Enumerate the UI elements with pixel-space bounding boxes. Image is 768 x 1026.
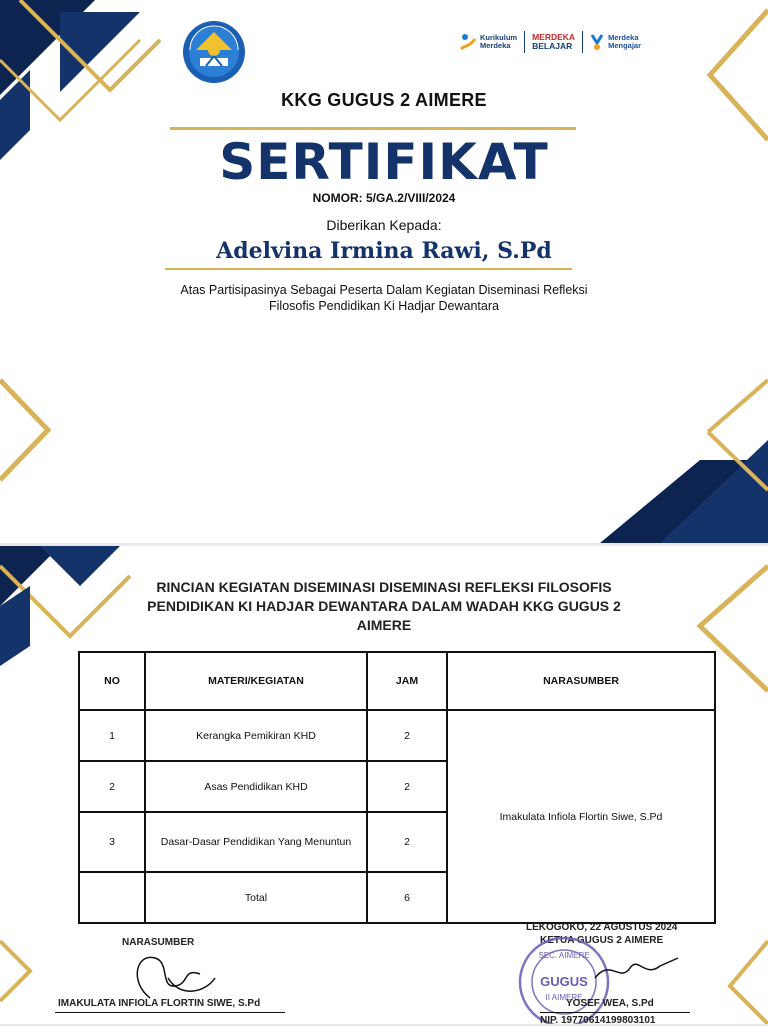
details-title-line: AIMERE	[356, 617, 412, 633]
right-signature	[590, 948, 680, 988]
recipient-divider	[165, 268, 572, 270]
total-no	[79, 872, 145, 923]
left-signature-line	[55, 1012, 285, 1013]
header-jam: JAM	[367, 652, 447, 710]
row-jam: 2	[367, 710, 447, 761]
certificate-title: SERTIFIKAT	[219, 133, 549, 191]
tut-wuri-handayani-logo	[182, 20, 246, 84]
left-signature-role: NARASUMBER	[122, 937, 195, 948]
left-signature-name: IMAKULATA INFIOLA FLORTIN SIWE, S.Pd	[58, 998, 261, 1009]
row-jam: 2	[367, 812, 447, 872]
details-title-line: PENDIDIKAN KI HADJAR DEWANTARA DALAM WADAH KKG GUGUS 2	[147, 598, 621, 614]
header-no: NO	[79, 652, 145, 710]
given-to-label: Diberikan Kepada:	[326, 217, 442, 233]
right-signature-role: KETUA GUGUS 2 AIMERE	[540, 935, 664, 946]
right-signature-name: YOSEF WEA, S.Pd	[566, 998, 654, 1009]
description-line: Filosofis Pendidikan Ki Hadjar Dewantara	[269, 299, 499, 313]
kurikulum-merdeka-text: Kurikulum Merdeka	[480, 33, 518, 50]
row-no: 3	[79, 812, 145, 872]
row-materi: Dasar-Dasar Pendidikan Yang Menuntun	[145, 812, 367, 872]
activity-table	[78, 651, 716, 924]
header-narasumber: NARASUMBER	[447, 652, 715, 710]
table-header-row	[79, 652, 715, 710]
details-title	[0, 578, 768, 635]
row-jam: 2	[367, 761, 447, 812]
header-materi: MATERI/KEGIATAN	[145, 652, 367, 710]
merdeka-mengajar-text: Merdeka Mengajar	[608, 33, 642, 50]
stamp-text-bottom: II AIMERE	[545, 993, 583, 1002]
merdeka-mengajar-icon	[590, 33, 604, 51]
right-signature-line	[540, 1012, 690, 1013]
row-materi: Asas Pendidikan KHD	[145, 761, 367, 812]
right-signature-nip: NIP. 19770614199803101	[540, 1015, 656, 1026]
kurikulum-merdeka-logos	[460, 28, 641, 56]
description-line: Atas Partisipasinya Sebagai Peserta Dalam Kegiatan Diseminasi Refleksi	[180, 283, 588, 297]
stamp-text-main: GUGUS	[540, 974, 588, 989]
narasumber-cell: Imakulata Infiola Flortin Siwe, S.Pd	[447, 710, 715, 923]
title-divider	[170, 127, 576, 130]
kurikulum-merdeka-icon	[460, 33, 476, 51]
row-no: 1	[79, 710, 145, 761]
stamp-text-top: SEC. AIMERE	[538, 951, 590, 960]
certificate-description	[0, 282, 768, 314]
details-title-line: RINCIAN KEGIATAN DISEMINASI DISEMINASI REFLEKSI FILOSOFIS	[156, 579, 612, 595]
merdeka-belajar-logo: MERDEKA BELAJAR	[532, 32, 576, 51]
certificate-number: NOMOR: 5/GA.2/VIII/2024	[312, 191, 456, 205]
row-materi: Kerangka Pemikiran KHD	[145, 710, 367, 761]
table-row	[79, 710, 715, 761]
recipient-name: Adelvina Irmina Rawi, S.Pd	[216, 238, 552, 264]
total-label: Total	[145, 872, 367, 923]
total-value: 6	[367, 872, 447, 923]
organization-name: KKG GUGUS 2 AIMERE	[281, 90, 487, 110]
right-place-date: LEKOGOKO, 22 AGUSTUS 2024	[526, 922, 678, 933]
left-signature	[120, 948, 220, 1003]
row-no: 2	[79, 761, 145, 812]
